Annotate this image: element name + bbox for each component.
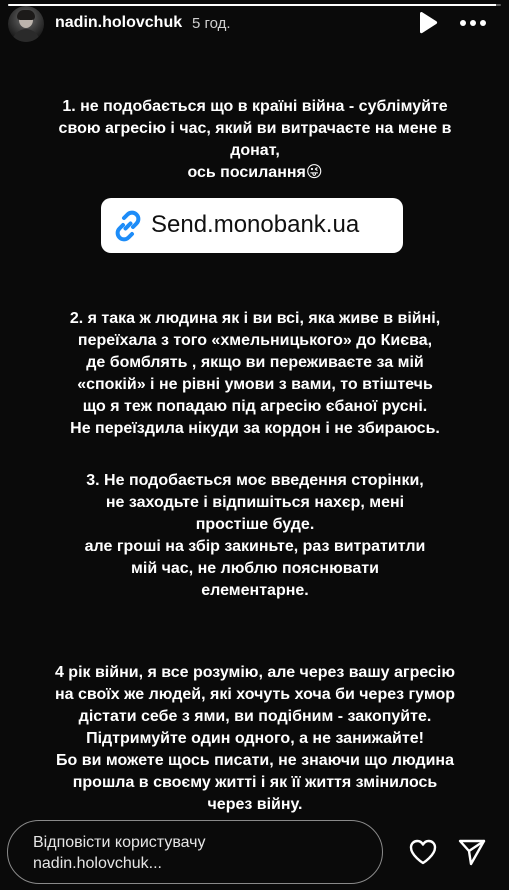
avatar[interactable] — [8, 6, 44, 42]
story-text-line: ось посилання😜 — [187, 164, 323, 181]
send-icon — [456, 836, 488, 868]
more-horizontal-icon — [458, 10, 488, 36]
play-button[interactable] — [414, 10, 440, 36]
story-text-line: прошла в своєму житті і як її життя змінилось — [72, 774, 438, 791]
story-text-line: елементарне. — [201, 582, 309, 599]
story-text-line: простіше буде. — [195, 516, 315, 533]
story-paragraph-2 — [20, 308, 490, 440]
story-text-line: де бомблять , якщо ви переживаєте за мій — [86, 354, 424, 371]
story-paragraph-3 — [20, 470, 490, 602]
story-text-line: на своїх же людей, які хочуть хоча би через гумор — [54, 686, 456, 703]
story-text-line: 4 рік війни, я все розумію, але через вашу агресію — [54, 664, 456, 681]
story-paragraph-1 — [20, 96, 490, 184]
link-sticker-label: Send.monobank.ua — [151, 211, 360, 238]
monobank-link-sticker[interactable] — [101, 198, 403, 253]
reply-input[interactable] — [7, 820, 383, 884]
story-text-line: Бо ви можете щось писати, не знаючи що людина — [56, 752, 454, 769]
link-icon — [111, 209, 145, 243]
story-text-line: мій час, не люблю пояснювати — [131, 560, 379, 577]
story-paragraph-4 — [20, 662, 490, 816]
avatar-shoulders — [12, 29, 40, 42]
story-text-line: Підтримуйте один одного, а не занижайте! — [86, 730, 424, 747]
story-text-line: переїхала з того «хмельницького» до Києва, — [77, 332, 433, 349]
avatar-hair — [17, 10, 35, 20]
reply-placeholder — [33, 832, 363, 874]
story-header — [0, 0, 509, 48]
reply-placeholder-line: nadin.holovchuk... — [33, 855, 162, 872]
story-text-line: дістати себе з ями, ви подібним - закопуйте. — [78, 708, 432, 725]
author-username[interactable]: nadin.holovchuk — [55, 14, 183, 31]
story-text-line: 2. я така ж людина як і ви всі, яка живе в війні, — [69, 310, 441, 327]
story-text-line: але гроші на збір закиньте, раз витратитли — [84, 538, 426, 555]
story-text-line: 3. Не подобається моє введення сторінки, — [86, 472, 424, 489]
send-button[interactable] — [456, 836, 488, 868]
story-text-line: «спокій» і не рівні умови з вами, то втіштечь — [77, 376, 433, 393]
story-timestamp: 5 год. — [192, 15, 231, 32]
story-text-line: через війну. — [207, 796, 303, 813]
reply-placeholder-line: Відповісти користувачу — [33, 834, 206, 851]
like-button[interactable] — [407, 836, 439, 868]
story-text-line: донат, — [230, 142, 280, 159]
more-options-button[interactable] — [458, 10, 488, 36]
play-icon — [414, 10, 440, 36]
story-text-line: не заходьте і відпишіться нахєр, мені — [105, 494, 405, 511]
story-text-line: свою агресію і час, який ви витрачаєте на мене в — [58, 120, 452, 137]
heart-icon — [407, 836, 439, 868]
story-text-line: що я теж попадаю під агресію єбаної русні. — [82, 398, 428, 415]
story-text-line: 1. не подобається що в країні війна - сублімуйте — [62, 98, 448, 115]
story-text-line: Не переїздила нікуди за кордон і не збираюсь. — [70, 420, 440, 437]
